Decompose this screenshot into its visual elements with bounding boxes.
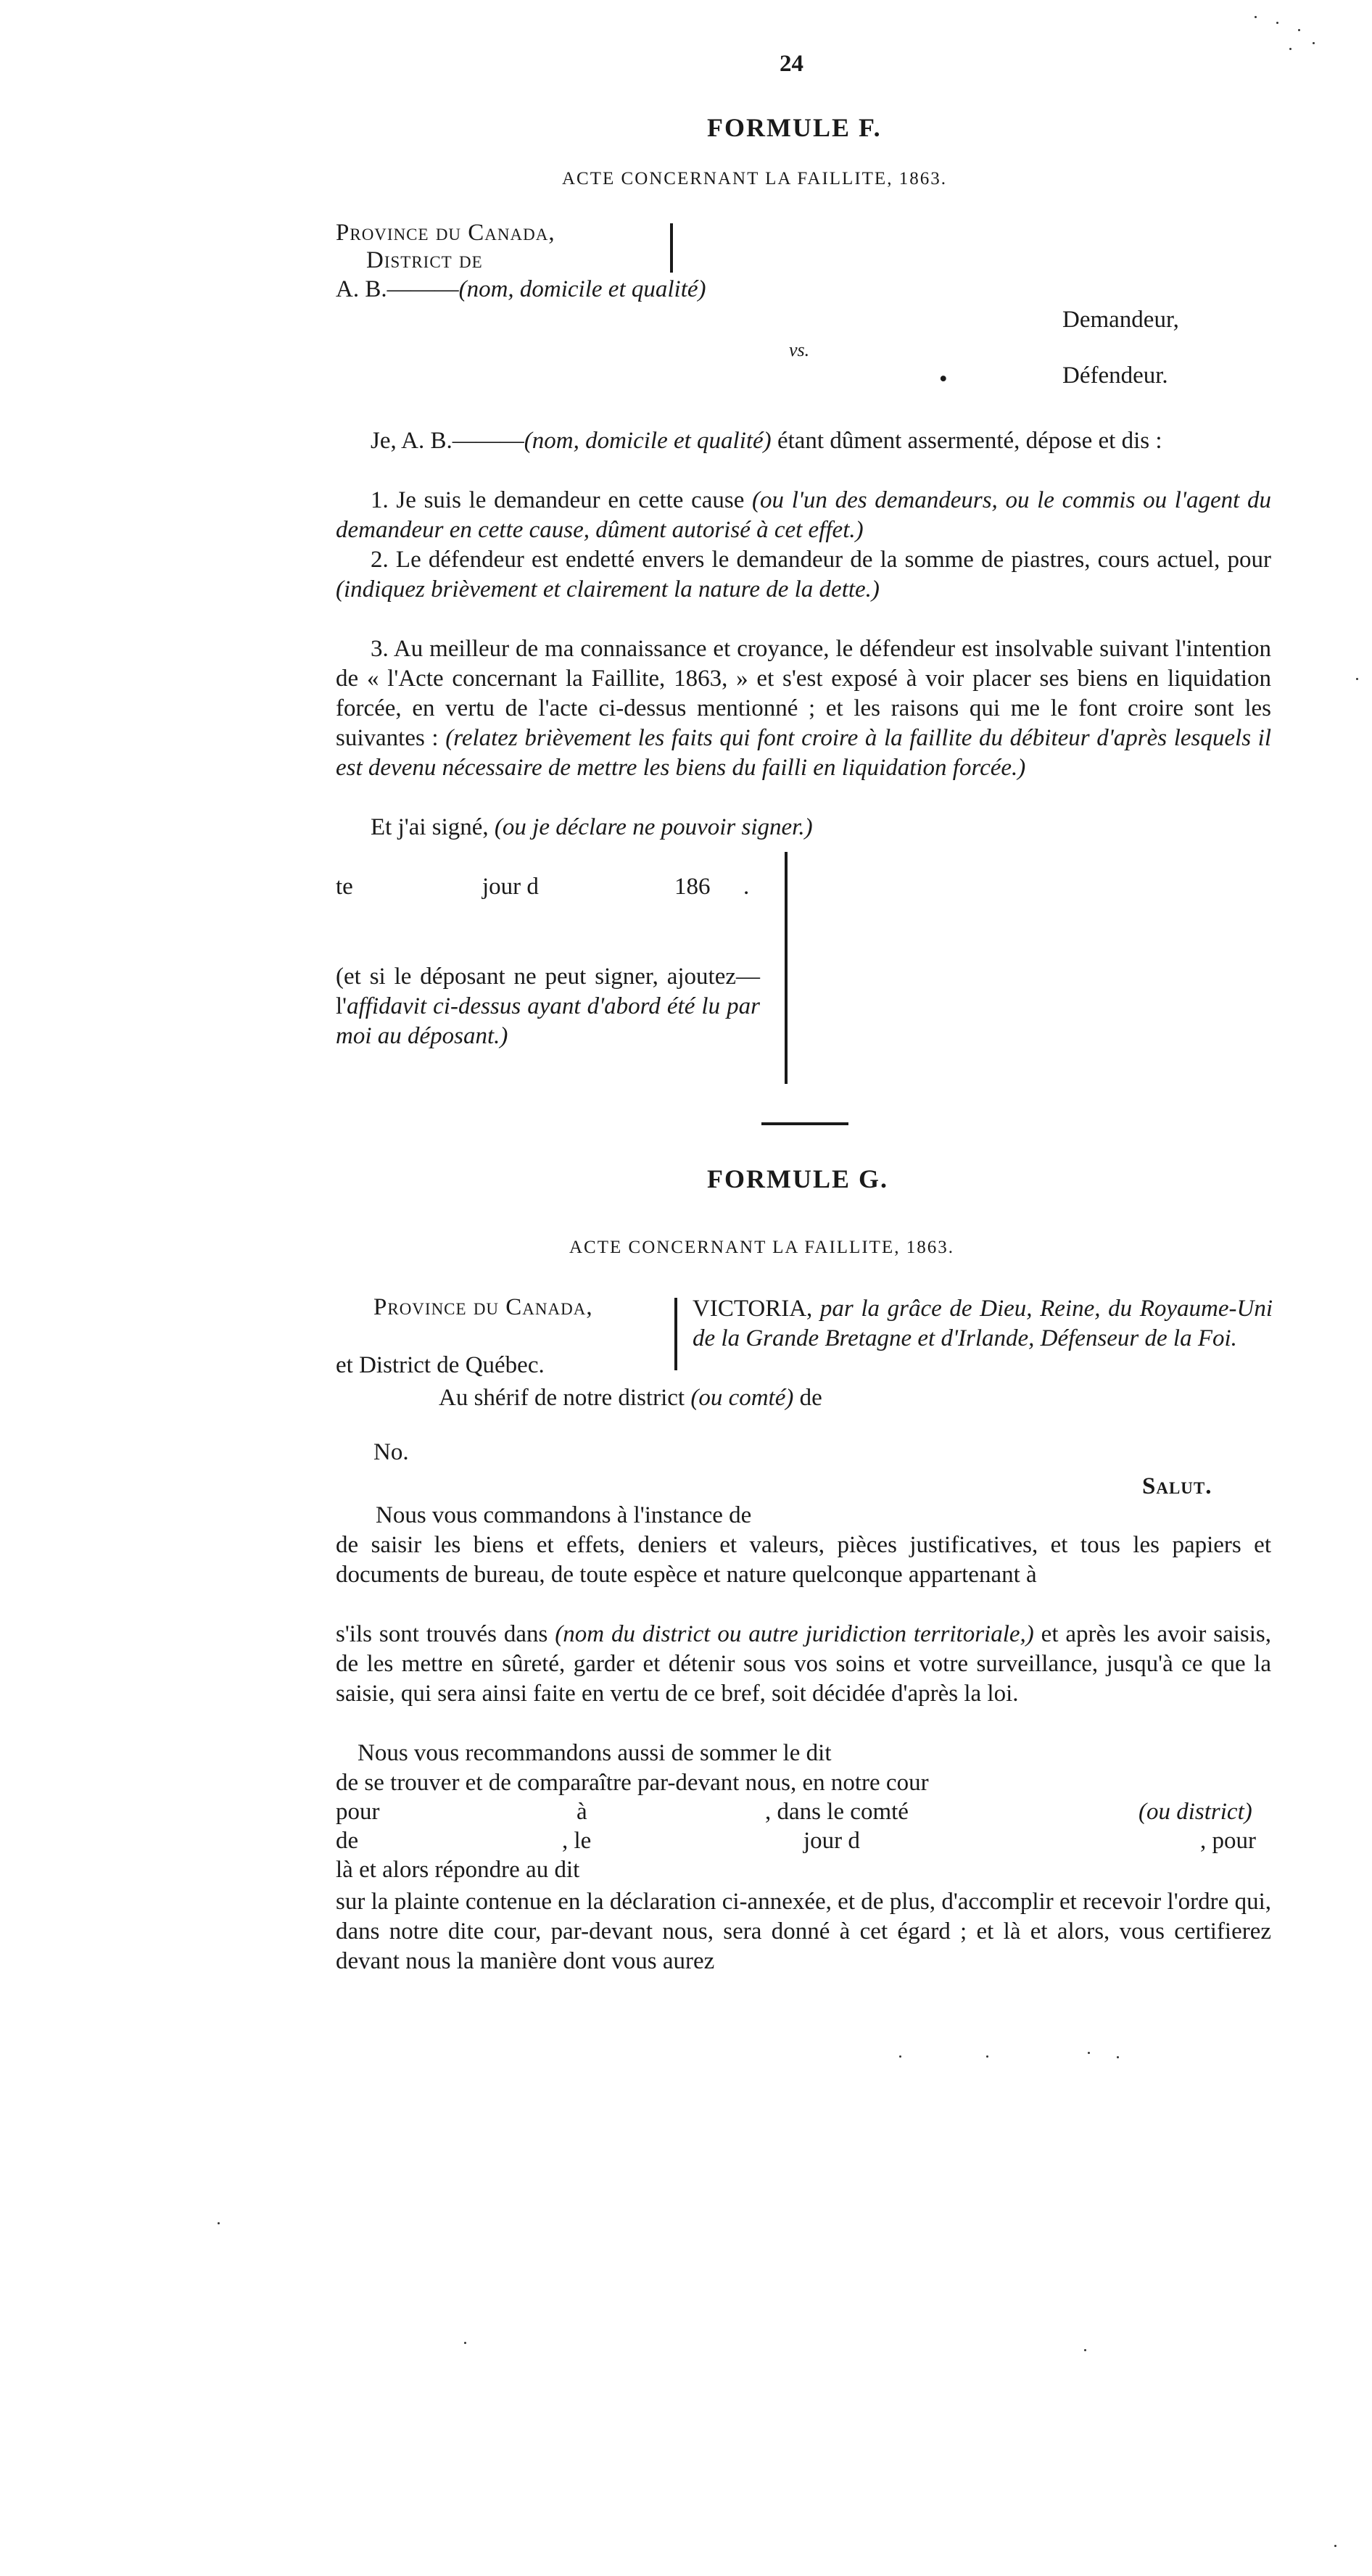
jurat-note-text: (et si le déposant ne peut signer, ajoutez—l' xyxy=(336,964,760,1019)
custody-note: (nom du district ou autre juridiction territoriale,) xyxy=(555,1621,1034,1647)
scan-speck xyxy=(1084,2349,1086,2351)
summons-a: à xyxy=(577,1799,587,1825)
form-g-district: et District de Québec. xyxy=(336,1352,545,1378)
jurat-jour: jour d xyxy=(482,874,539,900)
scan-speck xyxy=(1117,2056,1119,2058)
summons-le: , le xyxy=(562,1828,592,1854)
affidavit-point-2 xyxy=(336,545,1271,605)
form-f-title: FORMULE F. xyxy=(707,113,882,142)
summons-pour-2: , pour xyxy=(1200,1828,1256,1854)
form-g-title: FORMULE G. xyxy=(707,1164,888,1193)
victoria-name: VICTORIA, xyxy=(693,1296,813,1322)
writ-summons-appear xyxy=(336,1768,1271,1798)
point-1-note: (ou l'un des demandeurs, ou le commis ou l'agent du demandeur en cette cause, dûment autorisé à cet effet.) xyxy=(336,487,1271,543)
summons-de: de xyxy=(336,1828,359,1854)
scan-speck xyxy=(1276,22,1278,24)
signed-note: (ou je déclare ne pouvoir signer.) xyxy=(494,814,813,840)
jurat-note-italic: affidavit ci-dessus ayant d'abord été lu par moi au déposant.) xyxy=(336,993,760,1049)
form-f-province: Province du Canada, xyxy=(336,220,555,246)
summons-pour: pour xyxy=(336,1799,380,1825)
intro-name: Je, A. B.——— xyxy=(371,428,524,454)
page-number: 24 xyxy=(780,51,803,77)
summons-intro: Nous vous recommandons aussi de sommer le dit xyxy=(358,1740,832,1766)
summons-district-note: (ou district) xyxy=(1138,1799,1252,1825)
signed-text: Et j'ai signé, xyxy=(371,814,495,840)
affidavit-point-1 xyxy=(336,486,1271,545)
affidavit-point-3 xyxy=(336,634,1271,783)
form-f-vs: vs. xyxy=(789,339,810,360)
form-f-bullet: • xyxy=(939,366,948,392)
point-2-note: (indiquez brièvement et clairement la nature de la dette.) xyxy=(336,576,880,602)
form-g-province: Province du Canada, xyxy=(373,1294,593,1320)
writ-summons-intro xyxy=(336,1739,1271,1768)
complaint-text: sur la plainte contenue en la déclaration ci-annexée, et de plus, d'accomplir et recevoir l'ordre qui, dans notre dite cour, par-devant nous, sera donné à cet égard ; et là et alors, vous certifierez devant nous la manière dont vous aurez xyxy=(336,1889,1271,1974)
point-3-note: (relatez brièvement les faits qui font croire à la faillite du débiteur d'après lesquels il est devenu nécessaire de mettre les biens du failli en liquidation forcée.) xyxy=(336,725,1272,781)
province-brace xyxy=(660,223,673,273)
intro-rest: étant dûment assermenté, dépose et dis : xyxy=(771,428,1162,454)
jurat-dot: . xyxy=(743,874,750,900)
form-f-act: ACTE CONCERNANT LA FAILLITE, 1863. xyxy=(562,169,947,189)
scan-speck xyxy=(1313,42,1315,44)
section-divider xyxy=(761,1122,848,1125)
summons-answer: là et alors répondre au dit xyxy=(336,1857,580,1883)
jurat-year: 186 xyxy=(674,874,711,900)
sheriff-note: (ou comté) xyxy=(690,1385,794,1411)
summons-county: , dans le comté xyxy=(765,1799,909,1825)
scan-speck xyxy=(1289,48,1292,50)
jurat-te: te xyxy=(336,874,353,900)
writ-command-custody xyxy=(336,1620,1271,1709)
writ-command-intro xyxy=(336,1501,1271,1531)
scan-speck xyxy=(1255,16,1257,18)
scan-speck xyxy=(1298,29,1300,31)
form-f-district: District de xyxy=(366,247,483,273)
party-line-note: (nom, domicile et qualité) xyxy=(458,276,706,302)
point-3-text: 3. Au meilleur de ma connaissance et croyance, le défendeur est insolvable suivant l'intention de « l'Acte concernant la Faillite, 1863, » et s'est exposé à voir placer ses biens en liquidation forcée, en vertu de l'acte ci-dessus mentionné ; et les raisons qui me le font croire sont les suivantes : xyxy=(336,636,1271,751)
scan-speck xyxy=(986,2055,988,2058)
point-2-text: 2. Le défendeur est endetté envers le demandeur de la somme de piastres, cours actuel, pour xyxy=(371,547,1271,573)
victoria-style: par la grâce de Dieu, Reine, du Royaume-Uni de la Grande Bretagne et d'Irlande, Défenseur de la Foi. xyxy=(693,1296,1273,1351)
jurat-note xyxy=(336,962,760,1051)
writ-command-body xyxy=(336,1531,1271,1590)
form-g-act: ACTE CONCERNANT LA FAILLITE, 1863. xyxy=(569,1238,954,1257)
intro-note: (nom, domicile et qualité) xyxy=(524,428,772,454)
summons-jour: jour d xyxy=(803,1828,860,1854)
form-f-defendant: Défendeur. xyxy=(1062,363,1168,389)
custody-rest: et après les avoir saisis, de les mettre en sûreté, garder et détenir sous vos soins et votre surveillance, jusqu'à ce que la saisie, qui sera ainsi faite en vertu de ce bref, soit décidée d'après la loi. xyxy=(336,1621,1271,1707)
form-g-salut: Salut. xyxy=(1142,1473,1212,1499)
scan-speck xyxy=(464,2342,466,2344)
sheriff-de: de xyxy=(793,1385,822,1411)
scan-speck xyxy=(1334,2545,1336,2547)
point-1-text: 1. Je suis le demandeur en cette cause xyxy=(371,487,753,513)
scan-speck xyxy=(1356,678,1358,680)
victoria-brace xyxy=(666,1298,677,1370)
command-seize: de saisir les biens et effets, deniers et valeurs, pièces justificatives, et tous les papiers et documents de bureau, de toute espèce et nature quelconque appartenant à xyxy=(336,1532,1271,1588)
writ-complaint xyxy=(336,1887,1271,1976)
custody-text: s'ils sont trouvés dans xyxy=(336,1621,555,1647)
sheriff-address xyxy=(439,1385,822,1412)
scan-speck xyxy=(1088,2052,1090,2054)
scan-speck xyxy=(899,2055,901,2058)
victoria-title xyxy=(693,1294,1273,1354)
jurat-brace xyxy=(776,852,788,1084)
affidavit-intro xyxy=(336,426,1271,456)
scan-speck xyxy=(218,2222,220,2224)
affidavit-signature-line xyxy=(336,813,1271,842)
form-f-party-line xyxy=(336,276,706,303)
form-f-plaintiff: Demandeur, xyxy=(1062,307,1179,333)
party-line-name: A. B.——— xyxy=(336,276,459,302)
sheriff-text: Au shérif de notre district xyxy=(439,1385,691,1411)
summons-appear: de se trouver et de comparaître par-devant nous, en notre cour xyxy=(336,1770,929,1796)
command-intro: Nous vous commandons à l'instance de xyxy=(376,1502,752,1528)
form-g-no: No. xyxy=(373,1439,409,1465)
